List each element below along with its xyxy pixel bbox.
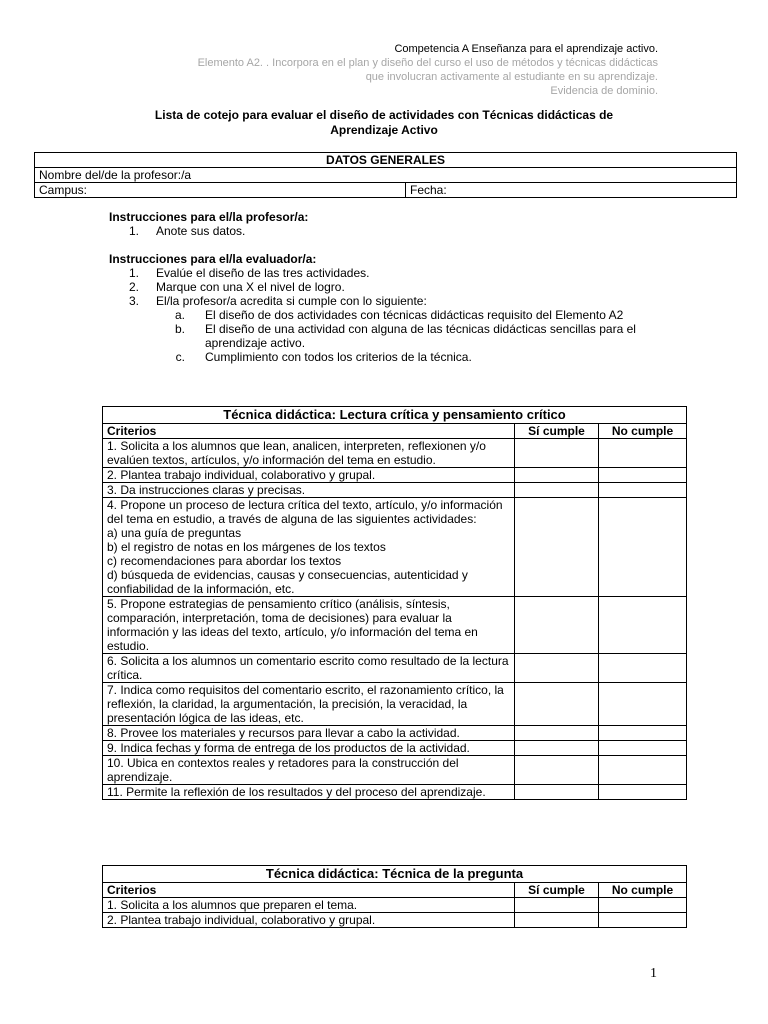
yes-cell[interactable] — [515, 785, 599, 800]
no-cell[interactable] — [599, 898, 687, 913]
evaluator-sub-item: a. El diseño de dos actividades con técnicas didácticas requisito del Elemento A2 — [174, 308, 624, 322]
evaluator-instruction-item: 2. Marque con una X el nivel de logro. — [128, 280, 345, 294]
evaluator-sub-item: b. El diseño de una actividad con alguna de las técnicas didácticas sencillas para el aprendizaje activo. — [174, 322, 636, 350]
document-title — [0, 108, 768, 138]
instructions — [109, 210, 669, 364]
yes-cell[interactable] — [515, 654, 599, 683]
table-row — [103, 654, 687, 683]
table1-col-criteria: Criterios — [103, 424, 515, 439]
criterion-7: 7. Indica como requisitos del comentario escrito, el razonamiento crítico, la reflexión, la claridad, la argumentación, la precisión, la veracidad, la presentación lógica de las ideas, etc. — [103, 683, 515, 726]
criterion-10: 10. Ubica en contextos reales y retadores para la construcción del aprendizaje. — [103, 756, 515, 785]
criterion-3: 3. Da instrucciones claras y precisas. — [103, 483, 515, 498]
date-field: Fecha: — [406, 183, 737, 198]
table-row — [103, 741, 687, 756]
no-cell[interactable] — [599, 654, 687, 683]
general-data-table — [34, 152, 737, 198]
evaluator-instruction-item: 3. El/la profesor/a acredita si cumple con lo siguiente: — [128, 294, 427, 308]
criterion-1: 1. Solicita a los alumnos que lean, analicen, interpreten, reflexionen y/o evalúen textos, artículos, y/o información del tema en estudio. — [103, 439, 515, 468]
title-line-2: Aprendizaje Activo — [330, 123, 438, 137]
table-row — [103, 726, 687, 741]
yes-cell[interactable] — [515, 898, 599, 913]
table-row — [103, 597, 687, 654]
criterion-2: 2. Plantea trabajo individual, colaborativo y grupal. — [103, 913, 515, 928]
table-row — [103, 756, 687, 785]
criterion-1: 1. Solicita a los alumnos que preparen el tema. — [103, 898, 515, 913]
no-cell[interactable] — [599, 597, 687, 654]
yes-cell[interactable] — [515, 913, 599, 928]
no-cell[interactable] — [599, 756, 687, 785]
table2-title: Técnica didáctica: Técnica de la pregunta — [103, 866, 687, 883]
question-technique-checklist — [102, 865, 687, 928]
critical-reading-checklist — [102, 406, 687, 800]
professor-instructions-heading: Instrucciones para el/la profesor/a: — [109, 210, 309, 224]
yes-cell[interactable] — [515, 439, 599, 468]
no-cell[interactable] — [599, 483, 687, 498]
table-row — [103, 498, 687, 597]
no-cell[interactable] — [599, 726, 687, 741]
table1-col-no: No cumple — [599, 424, 687, 439]
yes-cell[interactable] — [515, 726, 599, 741]
criterion-8: 8. Provee los materiales y recursos para llevar a cabo la actividad. — [103, 726, 515, 741]
no-cell[interactable] — [599, 439, 687, 468]
page-number: 1 — [650, 966, 657, 981]
header-competencia: Competencia A Enseñanza para el aprendizaje activo. — [394, 43, 658, 55]
yes-cell[interactable] — [515, 756, 599, 785]
criterion-9: 9. Indica fechas y forma de entrega de los productos de la actividad. — [103, 741, 515, 756]
table2-col-yes: Sí cumple — [515, 883, 599, 898]
professor-name-field: Nombre del/de la profesor:/a — [35, 168, 737, 183]
no-cell[interactable] — [599, 741, 687, 756]
no-cell[interactable] — [599, 683, 687, 726]
table1-title: Técnica didáctica: Lectura crítica y pensamiento crítico — [103, 407, 687, 424]
header-elemento: Elemento A2. . Incorpora en el plan y diseño del curso el uso de métodos y técnicas didácticas — [197, 57, 658, 69]
criterion-6: 6. Solicita a los alumnos un comentario escrito como resultado de la lectura crítica. — [103, 654, 515, 683]
header-elemento-cont: que involucran activamente al estudiante en su aprendizaje. — [365, 71, 658, 83]
table2-col-no: No cumple — [599, 883, 687, 898]
table2-col-criteria: Criterios — [103, 883, 515, 898]
yes-cell[interactable] — [515, 741, 599, 756]
table-row — [103, 785, 687, 800]
no-cell[interactable] — [599, 498, 687, 597]
criterion-4: 4. Propone un proceso de lectura crítica del texto, artículo, y/o información del tema en estudio, a través de alguna de las siguientes actividades: a) una guía de preguntas b) el registro de notas en los márgenes de los textos c) recomendaciones para abordar los textos d) búsqueda de evidencias, causas y consecuencias, autenticidad y confiabilidad de la información, etc. — [103, 498, 515, 597]
table-row — [103, 468, 687, 483]
table-row — [103, 683, 687, 726]
yes-cell[interactable] — [515, 498, 599, 597]
title-line-1: Lista de cotejo para evaluar el diseño de actividades con Técnicas didácticas de — [154, 108, 614, 122]
header-evidencia: Evidencia de dominio. — [550, 85, 658, 97]
table-row — [103, 439, 687, 468]
document-header — [198, 42, 658, 98]
table-row — [103, 913, 687, 928]
yes-cell[interactable] — [515, 483, 599, 498]
no-cell[interactable] — [599, 785, 687, 800]
criterion-11: 11. Permite la reflexión de los resultados y del proceso del aprendizaje. — [103, 785, 515, 800]
no-cell[interactable] — [599, 468, 687, 483]
campus-field: Campus: — [35, 183, 406, 198]
general-heading: DATOS GENERALES — [35, 153, 737, 168]
yes-cell[interactable] — [515, 597, 599, 654]
criterion-2: 2. Plantea trabajo individual, colaborativo y grupal. — [103, 468, 515, 483]
criterion-5: 5. Propone estrategias de pensamiento crítico (análisis, síntesis, comparación, interpretación, toma de decisiones) para evaluar la información y las ideas del texto, artículo, y/o información del tema en estudio. — [103, 597, 515, 654]
evaluator-instructions-heading: Instrucciones para el/la evaluador/a: — [109, 252, 317, 266]
evaluator-instruction-item: 1. Evalúe el diseño de las tres actividades. — [128, 266, 370, 280]
evaluator-sub-item: c. Cumplimiento con todos los criterios de la técnica. — [175, 350, 472, 364]
table-row — [103, 483, 687, 498]
no-cell[interactable] — [599, 913, 687, 928]
professor-instruction-item: 1. Anote sus datos. — [128, 224, 246, 238]
table-row — [103, 898, 687, 913]
table1-col-yes: Sí cumple — [515, 424, 599, 439]
yes-cell[interactable] — [515, 683, 599, 726]
yes-cell[interactable] — [515, 468, 599, 483]
